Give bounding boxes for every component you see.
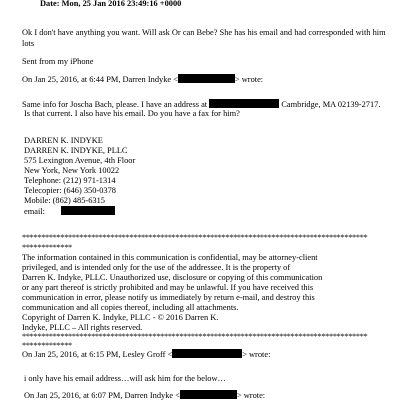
redaction-box	[209, 99, 279, 108]
disclaimer-line: communication in error, please notify us immediately by return e-mail, and destroy this	[22, 293, 315, 302]
sig-name: DARREN K. INDYKE	[24, 136, 103, 145]
quote-2-attribution-start: On Jan 25, 2016, at 6:15 PM, Lesley Groff <	[22, 350, 173, 359]
quote-1-attribution-end: > wrote:	[234, 75, 264, 84]
quote-3-attribution	[24, 390, 265, 401]
date-value: Mon, 25 Jan 2016 23:49:16 +0000	[61, 0, 182, 8]
sig-email	[24, 206, 115, 217]
sent-from-signature: Sent from my iPhone	[22, 57, 94, 66]
redaction-box	[172, 349, 242, 358]
disclaimer-line: The information contained in this communication is confidential, may be attorney-client	[22, 253, 318, 262]
disclaimer-line: Indyke, PLLC – All rights reserved.	[22, 323, 143, 332]
quote-1-attribution-start: On Jan 25, 2016, at 6:44 PM, Darren Indyke <	[22, 75, 178, 84]
date-header	[40, 0, 181, 9]
sig-address-1: 575 Lexington Avenue, 4th Floor	[24, 156, 136, 165]
sig-telecopier: Telecopier: (646) 350-0378	[24, 186, 116, 195]
divider-stars: ******************************************************************************************	[22, 332, 368, 341]
reply-line-1: Ok I don't have anything you want. Will ask Or can Bebe? She has his email and had corresponded with him	[22, 28, 386, 37]
redaction-box	[178, 74, 235, 83]
divider-stars: *************	[22, 243, 72, 252]
sig-firm: DARREN K. INDYKE, PLLC	[24, 146, 128, 155]
redaction-box	[61, 206, 115, 215]
sig-email-label: email:	[24, 207, 45, 216]
quote-1-body-line-2: Is that current. I also have his email. Do you have a fax for him?	[24, 109, 240, 118]
quote-2-attribution-end: > wrote:	[242, 350, 271, 359]
quote-1-body-start: Same info for Joscha Bach, please. I have an address at	[22, 100, 208, 109]
date-label: Date:	[40, 0, 60, 8]
quote-3-attribution-start: On Jan 25, 2016, at 6:07 PM, Darren Indyke <	[24, 391, 180, 400]
divider-stars: ******************************************************************************************	[22, 233, 368, 242]
quote-2-body: i only have his email address…will ask him for the below…	[24, 374, 226, 383]
sig-address-2: New York, New York 10022	[24, 166, 120, 175]
reply-line-2: lots	[22, 39, 35, 48]
sig-mobile: Mobile: (862) 485-6315	[24, 196, 105, 205]
quote-1-attribution	[22, 74, 263, 85]
redaction-box	[180, 390, 237, 399]
quote-3-attribution-end: > wrote:	[236, 391, 266, 400]
disclaimer-line: privileged, and is intended only for the use of the addressee. It is the property of	[22, 263, 291, 272]
divider-stars: *************	[22, 341, 72, 350]
disclaimer-line: communication and all copies thereof, including all attachments.	[22, 303, 239, 312]
quote-1-body-end: Cambridge, MA 02139-2717.	[281, 100, 381, 109]
disclaimer-line: or any part thereof is strictly prohibited and may be unlawful. If you have received this	[22, 283, 314, 292]
quote-2-attribution	[22, 349, 270, 360]
sig-telephone: Telephone: (212) 971-1314	[24, 176, 116, 185]
disclaimer-line: Copyright of Darren K. Indyke, PLLC - © 2016 Darren K.	[22, 313, 219, 322]
disclaimer-line: Darren K. Indyke, PLLC. Unauthorized use, disclosure or copying of this communication	[22, 273, 323, 282]
